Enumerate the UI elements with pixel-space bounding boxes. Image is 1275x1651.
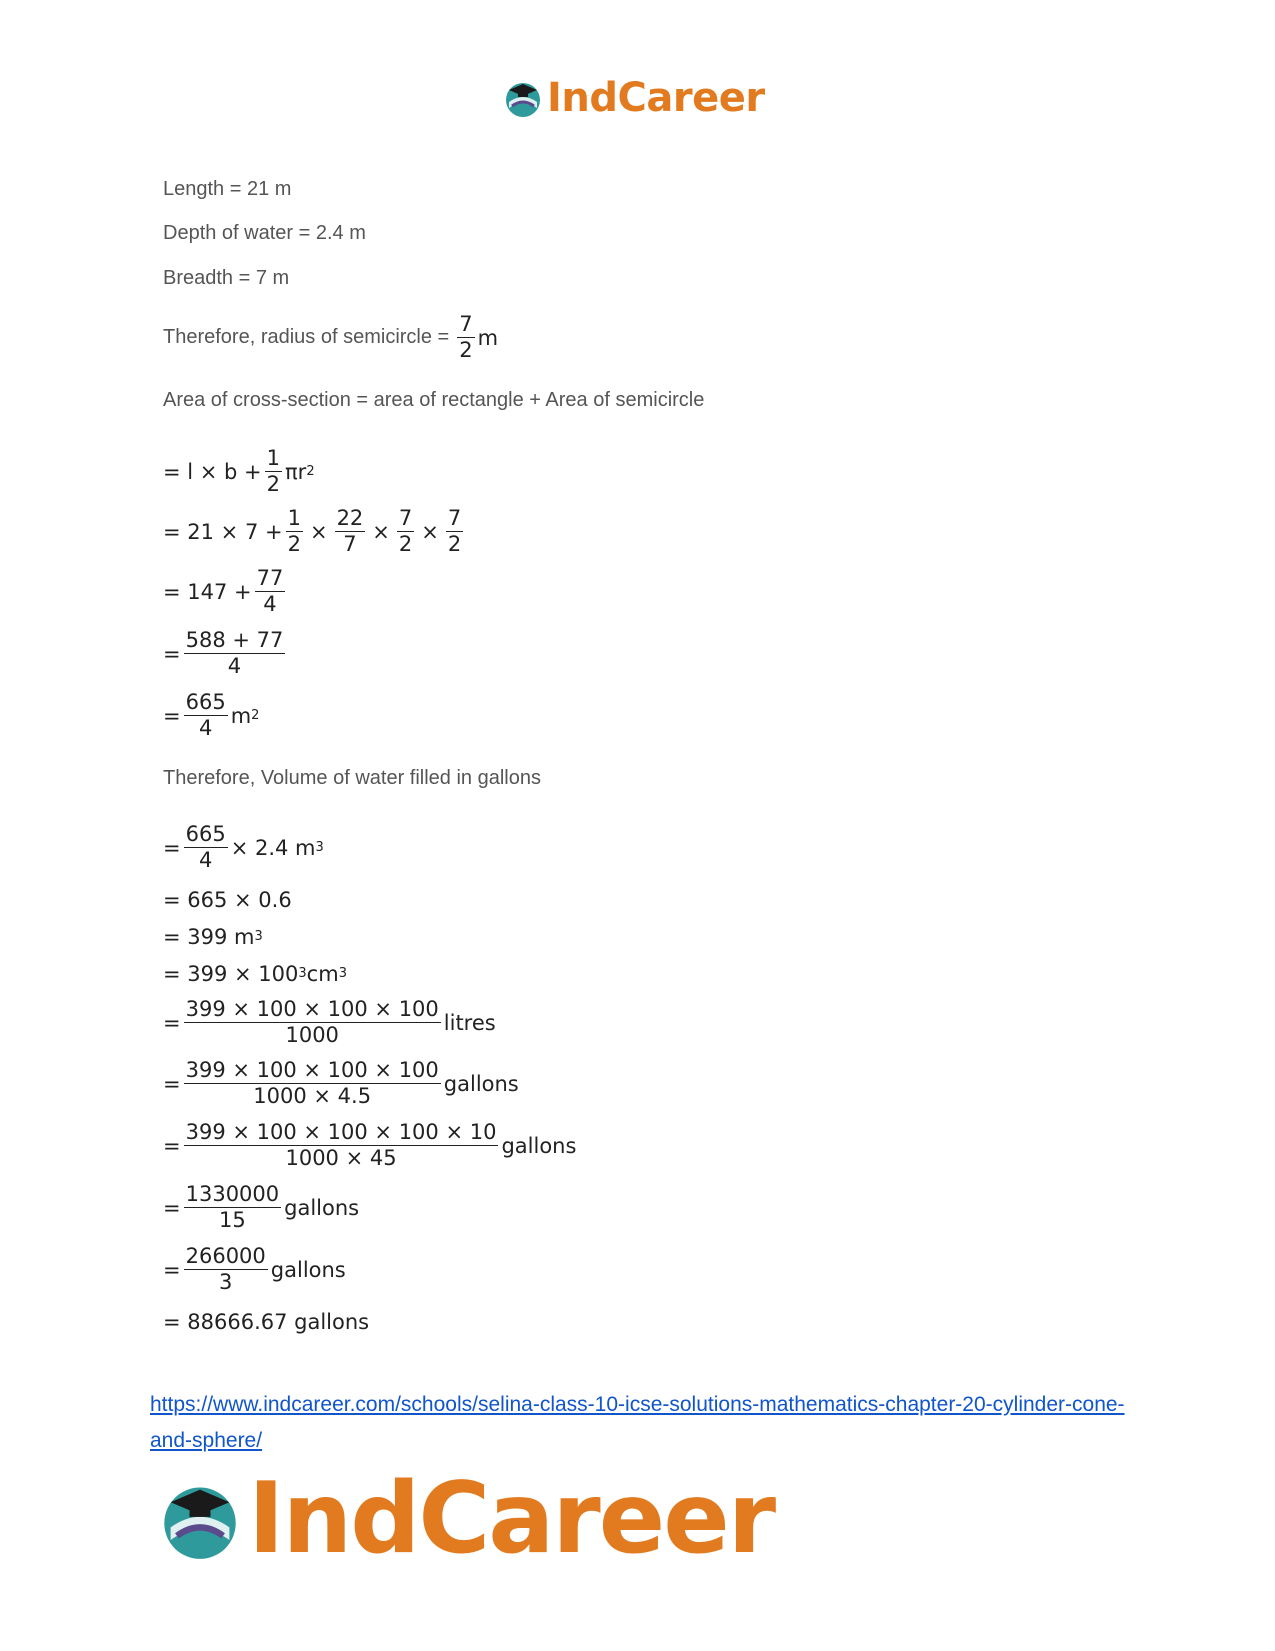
graduation-globe-icon [158,1477,242,1561]
logo-wordmark: IndCareer [547,75,765,121]
depth-line: Depth of water = 2.4 m [163,222,366,244]
indcareer-logo-bottom [158,1462,775,1576]
volume-step-6: = $\frac{399 \times 100 \times 100 \times 100}{1000 \times 4.5}$ gallons [163,1058,519,1109]
volume-step-1: = $\frac{665}{4}$ × 2.4 m 3 [163,822,324,873]
volume-step-7: = $\frac{399 \times 100 \times 100 \times 100 \times 10}{1000 \times 45}$ gallons [163,1120,577,1171]
area-step-1: = l × b + $\frac{1}{2}$ πr 2 [163,446,315,497]
volume-heading: Therefore, Volume of water filled in gallons [163,767,541,789]
area-step-3: = 147 + $\frac{77}{4}$ [163,566,284,617]
radius-prefix: Therefore, radius of semicircle = [163,326,450,349]
volume-step-3: = 399 m 3 [163,925,263,949]
radius-line [163,312,498,363]
radius-fraction: $\frac{7}{2}$ [459,312,473,363]
volume-step-2: = 665 × 0.6 [163,888,292,912]
logo-wordmark: IndCareer [248,1462,775,1576]
volume-step-4: = 399 × 100 3 cm 3 [163,962,347,986]
volume-step-10: = 88666.67 gallons [163,1310,370,1334]
length-line: Length = 21 m [163,178,292,200]
area-step-5: = $\frac{665}{4}$ m 2 [163,690,260,741]
area-step-4: = $\frac{588 + 77}{4}$ [163,628,284,679]
area-step-2: = 21 × 7 + $\frac{1}{2}$ × $\frac{22}{7}$ × $\frac{7}{2}$ × $\frac{7}{2}$ [163,506,462,557]
area-heading: Area of cross-section = area of rectangle + Area of semicircle [163,389,705,411]
volume-step-8: = $\frac{1330000}{15}$ gallons [163,1182,360,1233]
indcareer-logo-top [503,75,765,121]
breadth-line: Breadth = 7 m [163,267,290,289]
volume-step-9: = $\frac{266000}{3}$ gallons [163,1244,346,1295]
radius-unit: m [477,325,499,350]
source-link[interactable]: https://www.indcareer.com/schools/selina-class-10-icse-solutions-mathematics-chapter-20-cylinder-cone-and-sphere/ [150,1393,1125,1452]
volume-step-5: = $\frac{399 \times 100 \times 100 \times 100}{1000}$ litres [163,997,496,1048]
graduation-globe-icon [503,78,543,118]
